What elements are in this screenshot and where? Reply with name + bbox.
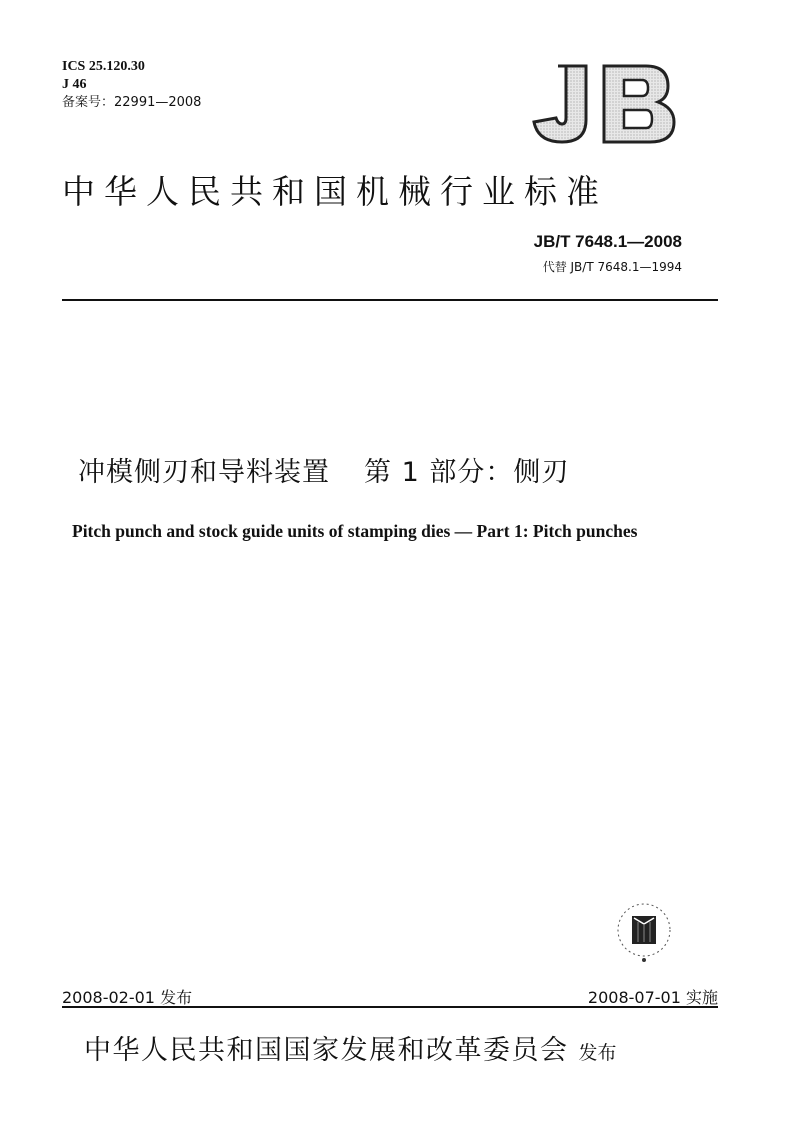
standard-type-heading: 中华人民共和国机械行业标准 [62, 172, 608, 211]
implement-date: 2008-07-01 实施 [587, 988, 718, 1007]
library-stamp-icon [612, 896, 676, 968]
jb-logo [528, 62, 676, 146]
english-title: Pitch punch and stock guide units of stamping dies — Part 1: Pitch punches [72, 521, 638, 541]
ics-code: ICS 25.120.30 [62, 59, 145, 74]
replaces-standard: 代替 JB/T 7648.1—1994 [542, 260, 682, 274]
publish-date: 2008-02-01 发布 [62, 988, 193, 1007]
publisher-org: 中华人民共和国国家发展和改革委员会 [84, 1035, 569, 1066]
classification-block [62, 58, 201, 112]
footer-divider [62, 1006, 718, 1008]
chinese-title-part: 第 1 部分：侧刃 [364, 457, 570, 488]
header-divider [62, 299, 718, 301]
chinese-title [78, 450, 569, 489]
standard-number-block [534, 232, 682, 275]
publisher-suffix: 发布 [578, 1042, 617, 1064]
chinese-title-main: 冲模侧刃和导料装置 [78, 457, 330, 488]
standard-number: JB/T 7648.1—2008 [533, 232, 682, 251]
class-code: J 46 [62, 77, 87, 92]
publisher-line [84, 1028, 617, 1067]
filing-number: 备案号：22991—2008 [62, 95, 202, 110]
